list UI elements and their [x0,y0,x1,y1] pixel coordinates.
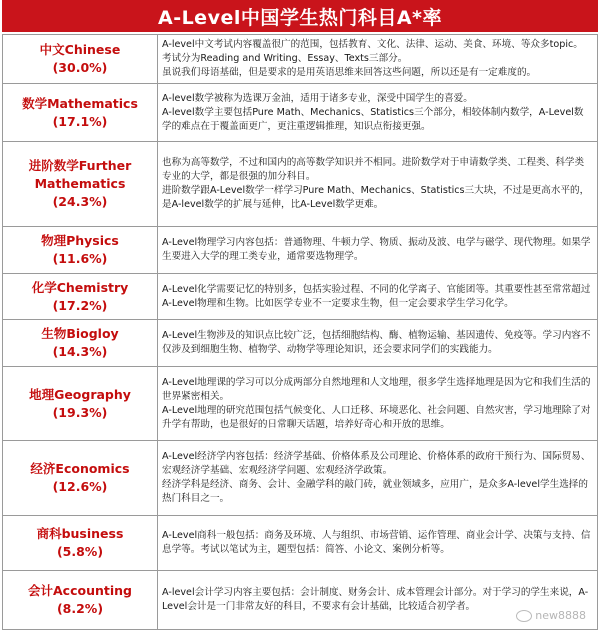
subject-a-star-rate: (19.3%) [52,404,108,420]
subject-a-star-rate: (8.2%) [56,601,104,616]
description-line: 经济学科是经济、商务、会计、金融学科的敲门砖，就业领域多，应用广，是众多A-level学生选择的热门科目之一。 [162,479,588,504]
description-cell [158,441,598,516]
table-row [3,142,598,227]
subject-a-star-rate: (17.2%) [52,297,108,313]
table-row [3,227,598,274]
description-cell [158,367,598,441]
description-cell [158,142,598,227]
description-line: 虽说我们母语基础，但是要求的是用英语思维来回答这些问题，所以还是有一定难度的。 [162,67,537,78]
subject-name: 生物Biogloy [41,326,119,341]
subject-a-star-rate: (17.1%) [52,113,108,129]
table-row [3,84,598,142]
description-cell [158,320,598,367]
subject-cell [3,274,158,320]
description-line: A-Level生物涉及的知识点比较广泛，包括细胞结构、酶、植物运输、基因遗传、免疫等。学习内容不仅涉及到细胞生物、植物学、动物学等理论知识，还会要求同学们的实践能力。 [162,330,591,355]
table-row [3,367,598,441]
description-line: A-level会计学习内容主要包括：会计制度、财务会计、成本管理会计部分。对于学习的学生来说，A-Level会计是一门非常友好的科目，不要求有会计基础，比较适合初学者。 [162,587,589,612]
watermark-text: new8888 [535,609,586,622]
description-line: 进阶数学跟A-Level数学一样学习Pure Math、Mechanics、Statistics三大块，不过是更高水平的，是A-level数学的扩展与延伸，比A-Level数学更难。 [162,185,590,210]
subject-a-star-rate: (24.3%) [52,194,108,209]
subject-name: 物理Physics [41,233,119,248]
subject-a-star-rate: (11.6%) [52,251,108,266]
subject-a-star-rate: (12.6%) [52,479,108,494]
table-row [3,320,598,367]
table-row [3,516,598,571]
subject-cell [3,571,158,630]
subject-a-star-rate: (5.8%) [56,544,104,559]
description-line: 也称为高等数学，不过和国内的高等数学知识并不相同。进阶数学对于申请数学类、工程类、科学类专业的大学，都是很强的加分科目。 [162,157,585,182]
description-cell [158,84,598,142]
subject-cell [3,35,158,84]
subject-cell [3,441,158,516]
subject-cell [3,516,158,571]
subject-name: 地理Geography [29,386,131,402]
subject-table [2,34,598,630]
description-line: A-Level地理的研究范围包括气候变化、人口迁移、环境恶化、社会问题、自然灾害，学习地理除了对升学有帮助，也是很好的日常聊天话题，培养好奇心和开放的思维。 [162,404,591,430]
description-line: A-level数学主要包括Pure Math、Mechanics、Statistics三个部分，相较体制内数学，A-Level数学的难点在于覆盖面更广，更注重逻辑推理，知识点衔接更强。 [162,106,584,132]
description-line: A-Level经济学内容包括：经济学基础、价格体系及公司理论、价格体系的政府干预行为、国际贸易、宏观经济学基础、宏观经济学问题、宏观经济学政策。 [162,451,591,476]
subject-cell [3,227,158,274]
subject-name: 商科business [36,526,124,541]
description-line: A-Level地理课的学习可以分成两部分自然地理和人文地理，很多学生选择地理是因为它和我们生活的世界紧密相关。 [162,376,591,402]
table-row [3,441,598,516]
description-line: A-level中文考试内容覆盖很广的范围，包括教育、文化、法律、运动、美食、环境、等众多topic。 [162,39,583,50]
subject-cell [3,142,158,227]
description-line: A-Level化学需要记忆的特别多，包括实验过程、不同的化学离子、官能团等。其重要性甚至常常超过A-Level物理和生物。比如医学专业不一定要求生物，但一定会要求学生学习化学。 [162,283,591,309]
subject-cell [3,320,158,367]
description-cell [158,227,598,274]
subject-name: 会计Accounting [28,583,132,598]
page-title: A-Level中国学生热门科目A*率 [2,0,598,32]
subject-name: 中文Chinese [39,42,121,57]
description-line: A-Level商科一般包括：商务及环境、人与组织、市场营销、运作管理、商业会计学、决策与支持、信息学等。考试以笔试为主，题型包括：简答、小论文、案例分析等。 [162,530,591,555]
watermark [516,609,586,622]
subject-a-star-rate: (14.3%) [52,344,108,359]
wechat-icon [516,610,532,622]
subject-a-star-rate: (30.0%) [52,60,108,75]
subject-name: 经济Economics [30,461,130,476]
description-cell [158,274,598,320]
table-row [3,274,598,320]
subject-cell [3,367,158,441]
subject-name: 进阶数学Further Mathematics [28,158,132,191]
description-line: A-Level物理学习内容包括：普通物理、牛顿力学、物质、振动及波、电学与磁学、现代物理。如果学生要进入大学的理工类专业，通常要选物理学。 [162,237,591,262]
table-row [3,571,598,630]
table-row [3,35,598,84]
subject-name: 化学Chemistry [31,279,129,295]
description-cell [158,516,598,571]
description-line: 考试分为Reading and Writing、Essay、Texts三部分。 [162,53,408,64]
description-line: A-level数学被称为选课万金油，适用于诸多专业，深受中国学生的喜爱。 [162,92,473,104]
subject-cell [3,84,158,142]
subject-name: 数学Mathematics [22,95,138,111]
description-cell [158,35,598,84]
